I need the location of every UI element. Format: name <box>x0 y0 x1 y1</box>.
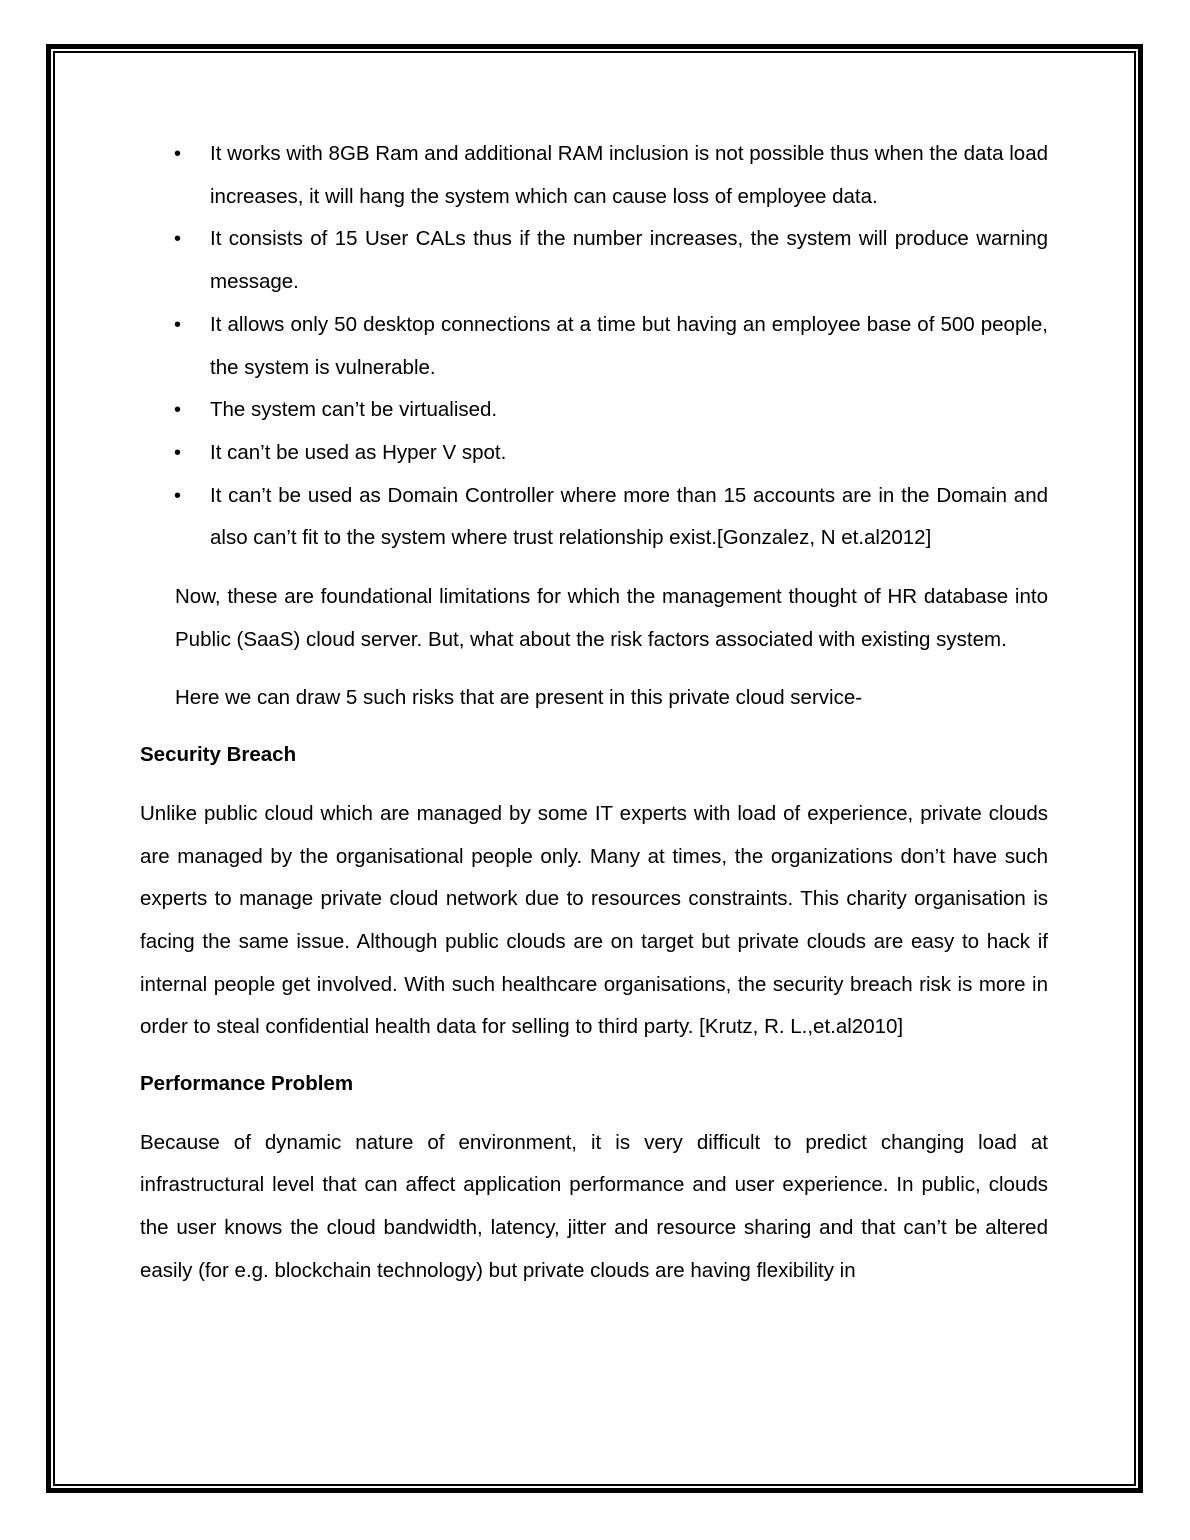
bullet-icon: • <box>174 143 182 165</box>
intro-paragraph: Now, these are foundational limitations for which the management thought of HR database into Public (SaaS) cloud server. But, what about the risk factors associated with existing system. <box>175 585 1048 651</box>
list-item: • It can’t be used as Hyper V spot. <box>140 432 1048 475</box>
list-item: • It consists of 15 User CALs thus if the number increases, the system will produce warning message. <box>140 218 1048 303</box>
list-item: • It can’t be used as Domain Controller where more than 15 accounts are in the Domain and also can’t fit to the system where trust relationship exist.[Gonzalez, N et.al2012] <box>140 475 1048 560</box>
bullet-icon: • <box>174 441 182 464</box>
list-item: • The system can’t be virtualised. <box>140 389 1048 432</box>
section-body-security-breach: Unlike public cloud which are managed by some IT experts with load of experience, private clouds are managed by the organisational people only. Many at times, the organizations don’t have such experts to manage private cloud network due to resources constraints. This charity organisation is facing the same issue. Although public clouds are on target but private clouds are easy to hack if internal people get involved. With such healthcare organisations, the security breach risk is more in order to steal confidential health data for selling to third party. [Krutz, R. L.,et.al2010] <box>140 801 1048 1039</box>
bullet-icon: • <box>174 313 182 336</box>
bullet-icon: • <box>174 399 182 422</box>
section-heading-performance-problem: Performance Problem <box>140 1072 354 1096</box>
section-heading-security-breach: Security Breach <box>140 743 297 767</box>
section-body-performance-problem: Because of dynamic nature of environment, it is very difficult to predict changing load at infrastructural level that can affect application performance and user experience. In public, clouds the user knows the cloud bandwidth, latency, jitter and resource sharing and that can’t be altered easily (for e.g. blockchain technology) but private clouds are having flexibility in <box>140 1130 1048 1282</box>
bullet-icon: • <box>174 484 182 507</box>
limitations-list <box>140 133 1048 560</box>
list-item: • It works with 8GB Ram and additional RAM inclusion is not possible thus when the data load increases, it will hang the system which can cause loss of employee data. <box>140 133 1048 218</box>
document-content <box>140 133 1048 1293</box>
list-item: • It allows only 50 desktop connections at a time but having an employee base of 500 people, the system is vulnerable. <box>140 304 1048 389</box>
risks-intro-paragraph: Here we can draw 5 such risks that are present in this private cloud service- <box>175 686 863 710</box>
bullet-icon: • <box>174 228 182 251</box>
